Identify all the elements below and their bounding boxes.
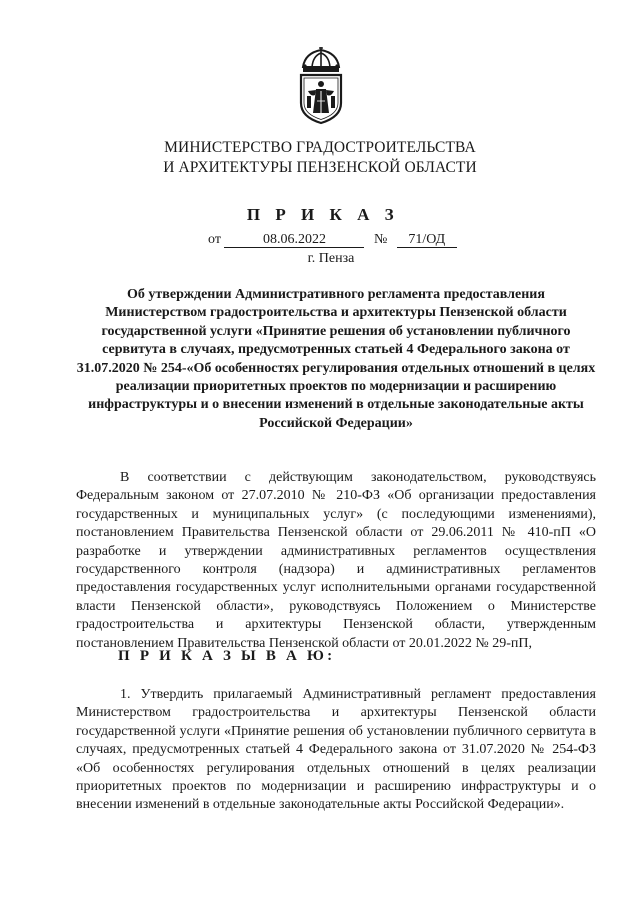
date-prefix: от (208, 232, 221, 247)
ministry-line-1: МИНИСТЕРСТВО ГРАДОСТРОИТЕЛЬСТВА (164, 139, 476, 156)
preamble-paragraph: В соответствии с действующим законодательством, руководствуясь Федеральным законом от 27.07.2010 № 210-ФЗ «Об организации предоставления государственных и муниципальных услуг» (с последующими изменениями), постановлением Правительства Пензенской области от 29.06.2011 № 410-пП «О разработке и утверждении административных регламентов осуществления государственного контроля (надзора) и административных регламентов предоставления государственных услуг исполнительными органами государственной власти Пензенской области», руководствуясь Положением о Министерстве градостроительства и архитектуры Пензенской области, утвержденным постановлением Правительства Пензенской области от 20.01.2022 № 29-пП, (76, 470, 596, 651)
ministry-name (0, 138, 640, 178)
order-item-1: 1. Утвердить прилагаемый Административный регламент предоставления Министерством градостроительства и архитектуры Пензенской области государственной услуги «Принятие решения об установлении публичного сервитута в случаях, предусмотренных статьей 4 Федерального закона от 31.07.2020 № 254-ФЗ «Об особенностях регулирования отдельных отношений в целях реализации приоритетных проектов по модернизации и расширению инфраструктуры и о внесении изменений в отдельные законодательные акты Российской Федерации». (76, 687, 596, 813)
order-city: г. Пенза (307, 251, 355, 266)
order-subject: Об утверждении Административного регламента предоставления Министерством градостроительства и архитектуры Пензенской области государственной услуги «Принятие решения об установлении публичного сервитута в случаях, предусмотренных статьей 4 Федерального закона от 31.07.2020 № 254-«Об особенностях регулирования отдельных отношений в целях реализации приоритетных проектов по модернизации и расширению инфраструктуры и о внесении изменений в отдельные законодательные акты Российской Федерации» (76, 287, 596, 431)
order-number: 71/ОД (397, 232, 457, 248)
decree-heading: П Р И К А З Ы В А Ю: (118, 648, 336, 664)
coat-of-arms-icon (295, 47, 347, 125)
order-date-line (208, 232, 457, 248)
order-title: П Р И К А З (246, 205, 400, 224)
ministry-line-2: И АРХИТЕКТУРЫ ПЕНЗЕНСКОЙ ОБЛАСТИ (163, 159, 477, 176)
order-date: 08.06.2022 (224, 232, 364, 248)
number-prefix: № (373, 232, 388, 247)
